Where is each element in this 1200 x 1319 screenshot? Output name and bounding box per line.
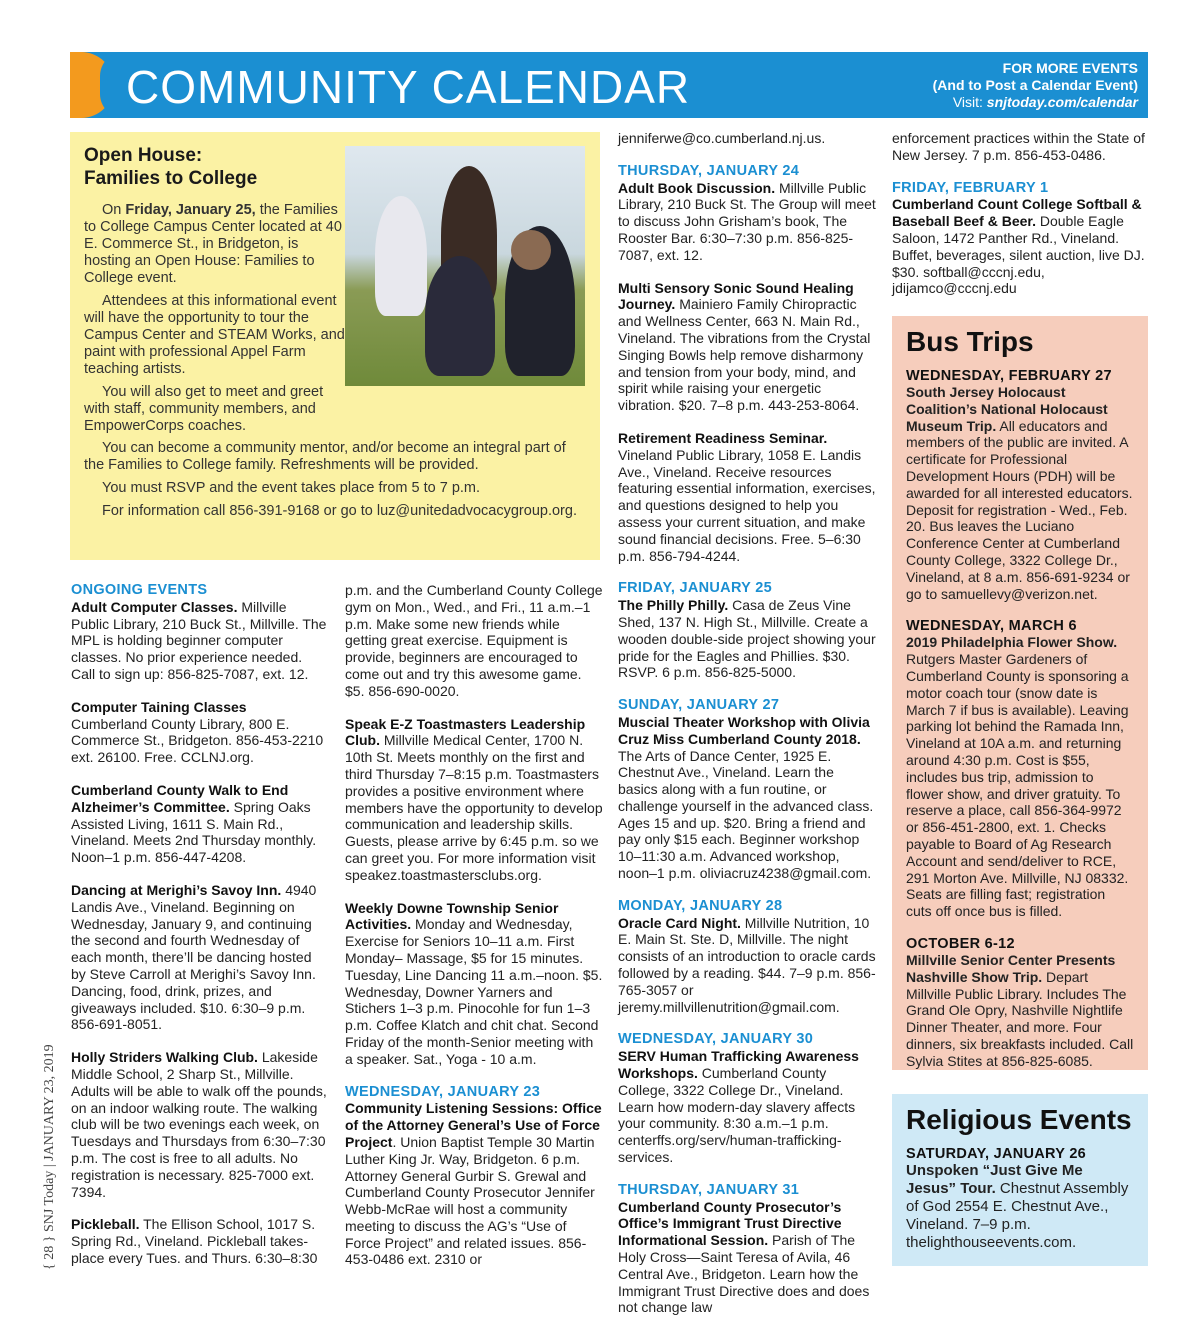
event-item: Cumberland Count College Softball & Baseball Beef & Beer. Double Eagle Saloon, 1472 Panther Rd., Vineland. Buffet, beverages, silent auction, live DJ. $30. softball@cccnj.edu, jdijamco@cccnj.edu — [892, 196, 1145, 297]
event-item: South Jersey Holocaust Coalition’s National Holocaust Museum Trip. All educators and members of the public are invited. A certificate for Professional Development Hours (PDH) will be awarded for all interested educators. Deposit for registration - Wed., Feb. 20. Bus leaves the Luciano Conference Center at Cumberland County College, 3322 College Dr., Vineland, at 8 a.m. 856-691-9234 or go to samuellevy@verizon.net. — [906, 384, 1133, 602]
families-photo — [345, 146, 585, 386]
section-heading: WEDNESDAY, JANUARY 23 — [345, 1083, 541, 1100]
event-item: Computer Taining Classes Cumberland County Library, 800 E. Commerce St., Bridgeton. 856-453-2210 ext. 26100. Free. CCLNJ.org. — [71, 698, 324, 766]
open-house-title: Open House: Families to College — [84, 145, 258, 189]
event-item: Multi Sensory Sonic Sound Healing Journey. Mainiero Family Chiropractic and Wellness Center, 663 N. Main Rd., Vineland. The vibrations from the Crystal Singing Bowls help remove disharmony and tension from your body, mind, and spirit while raising your energetic vibration. $20. 7–8 p.m. 443-253-8064. — [618, 279, 871, 414]
open-house-body: On Friday, January 25, the Families to College Campus Center located at 40 E. Commerce St., in Bridgeton, is hosting an Open House: Families to College event. Attendees at this informational event will have the opportunity to tour the Campus Center and STEAM Works, and paint with professional Appel Farm teaching artists. You will also get to meet and greet with staff, community members, and EmpowerCorps coaches. — [84, 202, 345, 434]
event-item: SERV Human Trafficking Awareness Workshops. Cumberland County College, 3322 College Dr., Vineland. Learn how modern-day slavery affects your community. 8:30 a.m.–1 p.m. centerffs.org/serv/human-trafficking-services. — [618, 1048, 859, 1166]
event-item: Cumberland County Walk to End Alzheimer’s Committee. Spring Oaks Assisted Living, 1611 S. Main Rd., Vineland. Meets 2nd Thursday monthly. Noon–1 p.m. 856-447-4208. — [71, 781, 317, 866]
event-item: Adult Computer Classes. Millville Public Library, 210 Buck St., Millville. The MPL is holding beginner computer classes. No prior experience needed. Call to sign up: 856-825-7087, ext. 12. — [71, 598, 327, 682]
event-item: Cumberland County Prosecutor’s Office’s Immigrant Trust Directive Informational Session. Parish of The Holy Cross—Saint Teresa of Avila, 46 Central Ave., Bridgeton. Learn how the Immigrant Trust Directive does and does not change law — [618, 1198, 870, 1316]
event-item: p.m. and the Cumberland County College gym on Mon., Wed., and Fri., 11 a.m.–1 p.m. Make some new friends while getting great exercise. Equipment is provide, beginners are encouraged to come out and try this awesome game. $5. 856-690-0020. — [345, 582, 603, 699]
event-item: Adult Book Discussion. Millville Public Library, 210 Buck St. The Group will meet to discuss John Grisham’s book, The Rooster Bar. 6:30–7:30 p.m. 856-825-7087, ext. 12. — [618, 179, 876, 263]
page-title: COMMUNITY CALENDAR — [126, 61, 691, 113]
column-3: jenniferwe@co.cumberland.nj.us. THURSDAY, JANUARY 24 Adult Book Discussion. Millville Public Library, 210 Buck St. The Group will meet to discuss John Grisham’s book, The Rooster Bar. 6:30–7:30 p.m. 856-825-7087, ext. 12. Multi Sensory Sonic Sound Healing Journey. Mainiero Family Chiropractic and Wellness Center, 663 N. Main Rd., Vineland. The vibrations from the Crystal Singing Bowls help remove disharmony and tension from your body, mind, and spirit while raising your energetic vibration. $20. 7–8 p.m. 443-253-8064. Retirement Readiness Seminar. Vineland Public Library, 1058 E. Landis Ave., Vineland. Receive resources featuring essential information, exercises, and questions designed to help you assess your current situation, and make sound financial decisions. Free. 5–6:30 p.m. 856-794-4244. FRIDAY, JANUARY 25 The Philly Philly. Casa de Zeus Vine Shed, 137 N. High St., Millville. Create a wooden double-side project showing your pride for the Eagles and Phillies. $30. RSVP. 6 p.m. 856-825-5000. SUNDAY, JANUARY 27 Muscial Theater Workshop with Olivia Cruz Miss Cumberland County 2018. The Arts of Dance Center, 1925 E. Chestnut Ave., Vineland. Learn the basics along with a fun routine, or challenge yourself in the advanced class. Ages 15 and up. $20. Bring a friend and pay only $15 each. Beginner workshop 10–11:30 a.m. Advanced workshop, noon–1 p.m. oliviacruz4238@gmail.com. MONDAY, JANUARY 28 Oracle Card Night. Millville Nutrition, 10 E. Main St. Ste. D, Millville. The night consists of an introduction to oracle cards followed by a reading. $44. 7–9 p.m. 856-765-3057 or jeremy.millvillenutrition@gmail.com. WEDNESDAY, JANUARY 30 SERV Human Trafficking Awareness Workshops. Cumberland County College, 3322 College Dr., Vineland. Learn how modern-day slavery affects your community. 8:30 a.m.–1 p.m. centerffs.org/serv/human-trafficking-services. THURSDAY, JANUARY 31 Cumberland County Prosecutor’s Office’s Immigrant Trust Directive Informational Session. Parish of The Holy Cross—Saint Teresa of Avila, 46 Central Ave., Bridgeton. Learn how the Immigrant Trust Directive does and does not change law — [618, 130, 876, 1316]
event-item: Holly Striders Walking Club. Lakeside Middle School, 2 Sharp St., Millville. Adults will be able to walk off the pounds, on an indoor walking route. The walking club will be two evenings each week, on Tuesdays and Thursdays from 6:30–7:30 p.m. The cost is free to all adults. No registration is necessary. 825-7000 ext. 7394. — [71, 1049, 327, 1200]
event-item: 2019 Philadelphia Flower Show. Rutgers Master Gardeners of Cumberland County is sponsoring a motor coach tour (snow date is March 7 if bus is available). Leaving parking lot behind the Ramada Inn, Vineland at 10A a.m. and returning around 4:30 p.m. Cost is $55, includes bus trip, admission to flower show, and driver gratuity. To reserve a place, call 856-364-9972 or 856-451-2800, ext. 1. Checks payable to Board of Ag Research Account and send/deliver to RCE, 291 Morton Ave. Millville, NJ 08332. Seats are filling fast; registration cuts off once bus is filled. — [906, 634, 1129, 920]
section-heading: ONGOING EVENTS — [71, 582, 208, 598]
column-4: enforcement practices within the State of New Jersey. 7 p.m. 856-453-0486. FRIDAY, FEBRUARY 1 Cumberland Count College Softball & Baseball Beef & Beer. Double Eagle Saloon, 1472 Panther Rd., Vineland. Buffet, beverages, silent auction, live DJ. $30. softball@cccnj.edu, jdijamco@cccnj.edu — [892, 130, 1148, 313]
section-heading: MONDAY, JANUARY 28 — [618, 897, 783, 914]
calendar-banner — [70, 52, 1148, 118]
section-heading: OCTOBER 6-12 — [906, 935, 1015, 952]
event-item: Oracle Card Night. Millville Nutrition, 10 E. Main St. Ste. D, Millville. The night consists of an introduction to oracle cards followed by a reading. $44. 7–9 p.m. 856-765-3057 or jeremy.millvillenutrition@gmail.com. — [618, 914, 876, 1015]
event-item: Muscial Theater Workshop with Olivia Cruz Miss Cumberland County 2018. The Arts of Dance Center, 1925 E. Chestnut Ave., Vineland. Learn the basics along with a fun routine, or challenge yourself in the advanced class. Ages 15 and up. $20. Bring a friend and pay only $15 each. Beginner workshop 10–11:30 a.m. Advanced workshop, noon–1 p.m. oliviacruz4238@gmail.com. — [618, 713, 874, 882]
event-item: The Philly Philly. Casa de Zeus Vine Shed, 137 N. High St., Millville. Create a wooden double-side project showing your pride for the Eagles and Phillies. $30. RSVP. 6 p.m. 856-825-5000. — [618, 597, 876, 681]
section-heading: THURSDAY, JANUARY 24 — [618, 162, 800, 179]
open-house-feature: Open House: Families to College On Friday, January 25, the Families to College Campus Center located at 40 E. Commerce St., in Bridgeton, is hosting an Open House: Families to College event. Attendees at this informational event will have the opportunity to tour the Campus Center and STEAM Works, and paint with professional Appel Farm teaching artists. You will also get to meet and greet with staff, community members, and EmpowerCorps coaches. You can become a community mentor, and/or become an integral part of the Families to College family. Refreshments will be provided. You must RSVP and the event takes place from 5 to 7 p.m. For information call 856-391-9168 or go to luz@unitedadvocacygroup.org. — [70, 132, 600, 560]
section-heading: SATURDAY, JANUARY 26 — [906, 1146, 1087, 1162]
section-heading: WEDNESDAY, FEBRUARY 27 — [906, 368, 1112, 384]
section-heading: WEDNESDAY, MARCH 6 — [906, 618, 1077, 635]
religious-events-box — [892, 1094, 1148, 1266]
bus-trips-box — [892, 316, 1148, 1070]
event-item: Weekly Downe Township Senior Activities. Monday and Wednesday, Exercise for Seniors 10–11 a.m. First Monday– Massage, $5 for 15 minutes. Tuesday, Line Dancing 11 a.m.–noon. $5. Wednesday, Downer Yarners and Stichers 1–3 p.m. Pinocohle for fun 1–3 p.m. Coffee Klatch and chit chat. Second Friday of the month-Senior meeting with a speaker. Sat., Yoga - 10 a.m. — [345, 899, 603, 1067]
event-item: Retirement Readiness Seminar. Vineland Public Library, 1058 E. Landis Ave., Vineland. Receive resources featuring essential information, exercises, and questions designed to help you assess your current situation, and make sound financial decisions. Free. 5–6:30 p.m. 856-794-4244. — [618, 429, 876, 564]
event-item: Community Listening Sessions: Office of the Attorney General’s Use of Force Project. Union Baptist Temple 30 Martin Luther King Jr. Way, Bridgeton. 6 p.m. Attorney General Gurbir S. Grewal and Cumberland County Prosecutor Jennifer Webb-McRae will host a community meeting to discuss the AG’s “Use of Force Project” and related issues. 856-453-0486 ext. 2310 or — [345, 1100, 602, 1268]
event-item: Millville Senior Center Presents Nashville Show Trip. Depart Millville Public Library. Includes The Grand Ole Opry, Nashville Nightlife Dinner Theater, and more. Four dinners, six breakfasts included. Call Sylvia Stites at 856-825-6085. — [906, 951, 1134, 1069]
bus-trips-title: Bus Trips — [906, 326, 1034, 357]
column-2 — [345, 582, 603, 1284]
event-item: Speak E-Z Toastmasters Leadership Club. Millville Medical Center, 1700 N. 10th St. Meets monthly on the first and third Thursday 7–8:15 p.m. Toastmasters provides a positive environment where members have the opportunity to develop communication and leadership skills. Guests, please arrive by 6:45 p.m. so we can greet you. For more information visit speakez.toastmastersclubs.org. — [345, 715, 603, 883]
section-heading: FRIDAY, JANUARY 25 — [618, 580, 772, 597]
more-events-note: FOR MORE EVENTS (And to Post a Calendar Event) Visit: snjtoday.com/calendar — [932, 60, 1138, 110]
event-item: Dancing at Merighi’s Savoy Inn. 4940 Landis Ave., Vineland. Beginning on Wednesday, January 9, and continuing the second and fourth Wednesday of each month, there’ll be dancing hosted by Steve Carroll at Merighi’s Savoy Inn. Dancing, food, drink, prizes, and giveaways included. $10. 6:30–9 p.m. 856-691-8051. — [71, 881, 317, 1033]
section-heading: SUNDAY, JANUARY 27 — [618, 697, 780, 714]
calendar-link[interactable]: snjtoday.com/calendar — [986, 94, 1138, 110]
page-footer: { 28 } SNJ Today | JANUARY 23, 2019 — [42, 1044, 57, 1270]
section-heading: WEDNESDAY, JANUARY 30 — [618, 1031, 814, 1048]
event-item: Pickleball. The Ellison School, 1017 S. Spring Rd., Vineland. Pickleball takes-place every Tues. and Thurs. 6:30–8:30 — [71, 1216, 318, 1266]
section-heading: FRIDAY, FEBRUARY 1 — [892, 179, 1049, 196]
column-ongoing — [71, 582, 327, 1283]
section-heading: THURSDAY, JANUARY 31 — [618, 1181, 800, 1198]
event-item: Unspoken “Just Give Me Jesus” Tour. Chestnut Assembly of God 2554 E. Chestnut Ave., Vineland. 7–9 p.m. thelighthouseevents.com. — [906, 1162, 1129, 1251]
religious-events-title: Religious Events — [906, 1104, 1132, 1135]
